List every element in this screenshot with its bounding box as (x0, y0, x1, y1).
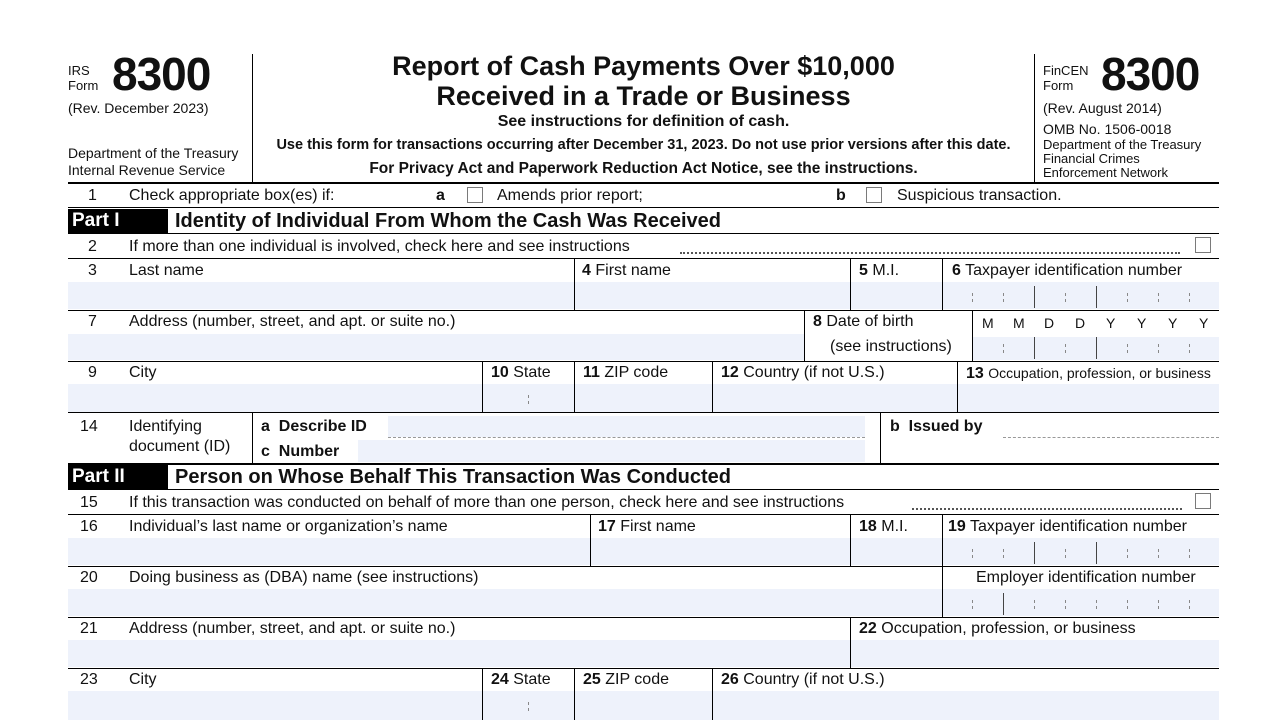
irs-revision: (Rev. December 2023) (68, 100, 209, 116)
mi-input[interactable] (851, 282, 942, 309)
line-number: 18 (859, 518, 877, 535)
line-number: 6 (952, 262, 961, 279)
option-a-letter: a (436, 187, 445, 204)
last-name-input[interactable] (68, 282, 574, 309)
mi-caption (859, 262, 899, 280)
dob-instructions: (see instructions) (830, 338, 952, 355)
p2-first-name-label: First name (620, 518, 696, 535)
first-name-label: First name (595, 262, 671, 279)
describe-id-label: Describe ID (278, 418, 367, 435)
line-number: 3 (88, 262, 97, 279)
fincen-label: FinCEN (1043, 63, 1089, 78)
line-number: 25 (583, 671, 601, 688)
multiple-individuals-checkbox[interactable] (1195, 237, 1211, 253)
state-label: State (513, 364, 551, 381)
describe-id-input[interactable] (388, 416, 865, 437)
irs-form-number: 8300 (112, 48, 211, 100)
dba-name-input[interactable] (68, 589, 942, 616)
p2-address-input[interactable] (68, 640, 850, 667)
form-title-line-1: Report of Cash Payments Over $10,000 (392, 51, 895, 81)
line-number: 16 (80, 518, 98, 535)
id-number-label: Number (278, 443, 340, 460)
p2-zip-code-input[interactable] (575, 691, 712, 720)
suspicious-transaction-label: Suspicious transaction. (897, 187, 1062, 204)
dob-format-letter: D (1044, 315, 1055, 331)
line-number: 9 (88, 364, 97, 381)
line-number: 1 (88, 187, 97, 204)
org-name-label: Individual’s last name or organization’s name (129, 518, 448, 535)
p2-state-caption (491, 671, 551, 689)
address-input[interactable] (68, 334, 804, 360)
line-1-label: Check appropriate box(es) if: (129, 187, 335, 204)
p2-mi-label: M.I. (881, 518, 908, 535)
p2-country-input[interactable] (713, 691, 1219, 720)
issued-by-input[interactable] (1003, 416, 1219, 437)
fincen-revision: (Rev. August 2014) (1043, 100, 1162, 116)
suspicious-transaction-checkbox[interactable] (866, 187, 882, 203)
country-label: Country (if not U.S.) (743, 364, 885, 381)
dob-format-letter: Y (1137, 315, 1147, 331)
country-input[interactable] (713, 384, 957, 412)
line-number: 12 (721, 364, 739, 381)
line-number: 11 (583, 364, 600, 381)
fincen-form-number: 8300 (1101, 48, 1200, 100)
amends-prior-report-label: Amends prior report; (497, 187, 643, 204)
fincen-form-label: Form (1043, 78, 1074, 93)
line-number: 20 (80, 569, 98, 586)
option-c-letter: c (261, 443, 270, 460)
p2-first-name-caption (598, 518, 696, 536)
fincen-department: Department of the Treasury (1043, 137, 1202, 152)
irs-department: Department of the Treasury (68, 145, 239, 161)
dob-format-letter: Y (1106, 315, 1116, 331)
org-last-name-input[interactable] (68, 538, 590, 565)
p2-occupation-label: Occupation, profession, or business (881, 620, 1136, 637)
p2-state-label: State (513, 671, 551, 688)
multiple-persons-checkbox[interactable] (1195, 493, 1211, 509)
ein-label: Employer identification number (976, 569, 1196, 586)
option-b-letter: b (836, 187, 846, 204)
dob-format-letter: M (1013, 315, 1025, 331)
mi-label: M.I. (872, 262, 900, 279)
first-name-caption (582, 262, 671, 280)
p2-city-input[interactable] (68, 691, 482, 720)
form-title-line-2: Received in a Trade or Business (436, 81, 851, 111)
part-1-badge: Part I (68, 209, 168, 233)
issued-by-label: Issued by (908, 418, 983, 435)
line-number: 10 (491, 364, 509, 381)
dob-caption (813, 313, 914, 331)
p2-taxpayer-id-input[interactable] (943, 538, 1219, 565)
leader-dots (680, 252, 1180, 254)
irs-label: IRS (68, 63, 90, 78)
identifying-label: Identifying (129, 418, 202, 435)
state-caption (491, 364, 551, 382)
last-name-label: Last name (129, 262, 204, 279)
amends-prior-report-checkbox[interactable] (467, 187, 483, 203)
line-number: 8 (813, 313, 822, 330)
p2-country-caption (721, 671, 885, 689)
line-number: 19 (948, 518, 966, 535)
dob-format-letter: Y (1199, 315, 1209, 331)
irs-form-label: Form (68, 78, 99, 93)
part-1-title: Identity of Individual From Whom the Cash Was Received (175, 210, 721, 232)
id-number-input[interactable] (358, 440, 865, 462)
part-2-title: Person on Whose Behalf This Transaction Was Conducted (175, 466, 731, 488)
dob-format-letter: M (982, 315, 994, 331)
line-number: 4 (582, 262, 591, 279)
part-2-badge: Part II (68, 465, 168, 489)
line-number: 23 (80, 671, 98, 688)
issued-by-caption (890, 418, 982, 436)
line-number: 7 (88, 313, 97, 330)
line-number: 17 (598, 518, 616, 535)
fincen-bureau-1: Financial Crimes (1043, 151, 1140, 166)
p2-occupation-input[interactable] (851, 640, 1219, 667)
p2-city-label: City (129, 671, 157, 688)
fincen-bureau-2: Enforcement Network (1043, 165, 1168, 180)
option-b-letter: b (890, 418, 900, 435)
dob-label: Date of birth (826, 313, 914, 330)
dob-format-letter: Y (1168, 315, 1178, 331)
id-number-caption (261, 443, 339, 461)
omb-number: OMB No. 1506-0018 (1043, 121, 1172, 137)
city-label: City (129, 364, 157, 381)
address-label: Address (number, street, and apt. or suite no.) (129, 313, 456, 330)
zip-label: ZIP code (604, 364, 669, 381)
city-input[interactable] (68, 384, 482, 412)
privacy-notice: For Privacy Act and Paperwork Reduction Act Notice, see the instructions. (369, 160, 918, 177)
line-number: 14 (80, 418, 98, 435)
p2-zip-label: ZIP code (605, 671, 669, 688)
zip-code-input[interactable] (575, 384, 712, 412)
p2-tin-label: Taxpayer identification number (969, 518, 1187, 535)
line-number: 15 (80, 494, 98, 511)
p2-first-name-input[interactable] (591, 538, 850, 565)
describe-id-caption (261, 418, 367, 436)
line-number: 26 (721, 671, 739, 688)
line-number: 2 (88, 238, 97, 255)
p2-zip-caption (583, 671, 669, 689)
line-number: 22 (859, 620, 877, 637)
p2-occupation-caption (859, 620, 1136, 638)
line-number: 5 (859, 262, 868, 279)
p2-mi-input[interactable] (851, 538, 942, 565)
p2-mi-caption (859, 518, 908, 536)
first-name-input[interactable] (575, 282, 850, 309)
dob-format-letter: D (1075, 315, 1086, 331)
taxpayer-id-input[interactable] (943, 282, 1219, 309)
line-number: 24 (491, 671, 509, 688)
line-15-label: If this transaction was conducted on behalf of more than one person, check here and see instructions (129, 494, 845, 511)
dba-name-label: Doing business as (DBA) name (see instructions) (129, 569, 479, 586)
occupation-caption (966, 364, 1211, 383)
employer-id-input[interactable] (943, 589, 1219, 616)
p2-country-label: Country (if not U.S.) (743, 671, 885, 688)
occupation-label: Occupation, profession, or business (988, 365, 1211, 381)
use-notice: Use this form for transactions occurring after December 31, 2023. Do not use prior versions after this date. (276, 137, 1011, 153)
line-number: 13 (966, 365, 984, 382)
line-number: 21 (80, 620, 98, 637)
country-caption (721, 364, 885, 382)
identifying-document-label: document (ID) (129, 438, 231, 455)
irs-service: Internal Revenue Service (68, 162, 226, 178)
leader-dots (912, 508, 1182, 510)
tin-label: Taxpayer identification number (965, 262, 1183, 279)
form-subtitle: See instructions for definition of cash. (497, 113, 790, 130)
p2-tin-caption (948, 518, 1187, 536)
line-2-label: If more than one individual is involved, check here and see instructions (129, 238, 630, 255)
occupation-input[interactable] (958, 384, 1219, 412)
option-a-letter: a (261, 418, 270, 435)
p2-address-label: Address (number, street, and apt. or suite no.) (129, 620, 456, 637)
tin-caption (952, 262, 1182, 280)
zip-caption (583, 364, 668, 382)
